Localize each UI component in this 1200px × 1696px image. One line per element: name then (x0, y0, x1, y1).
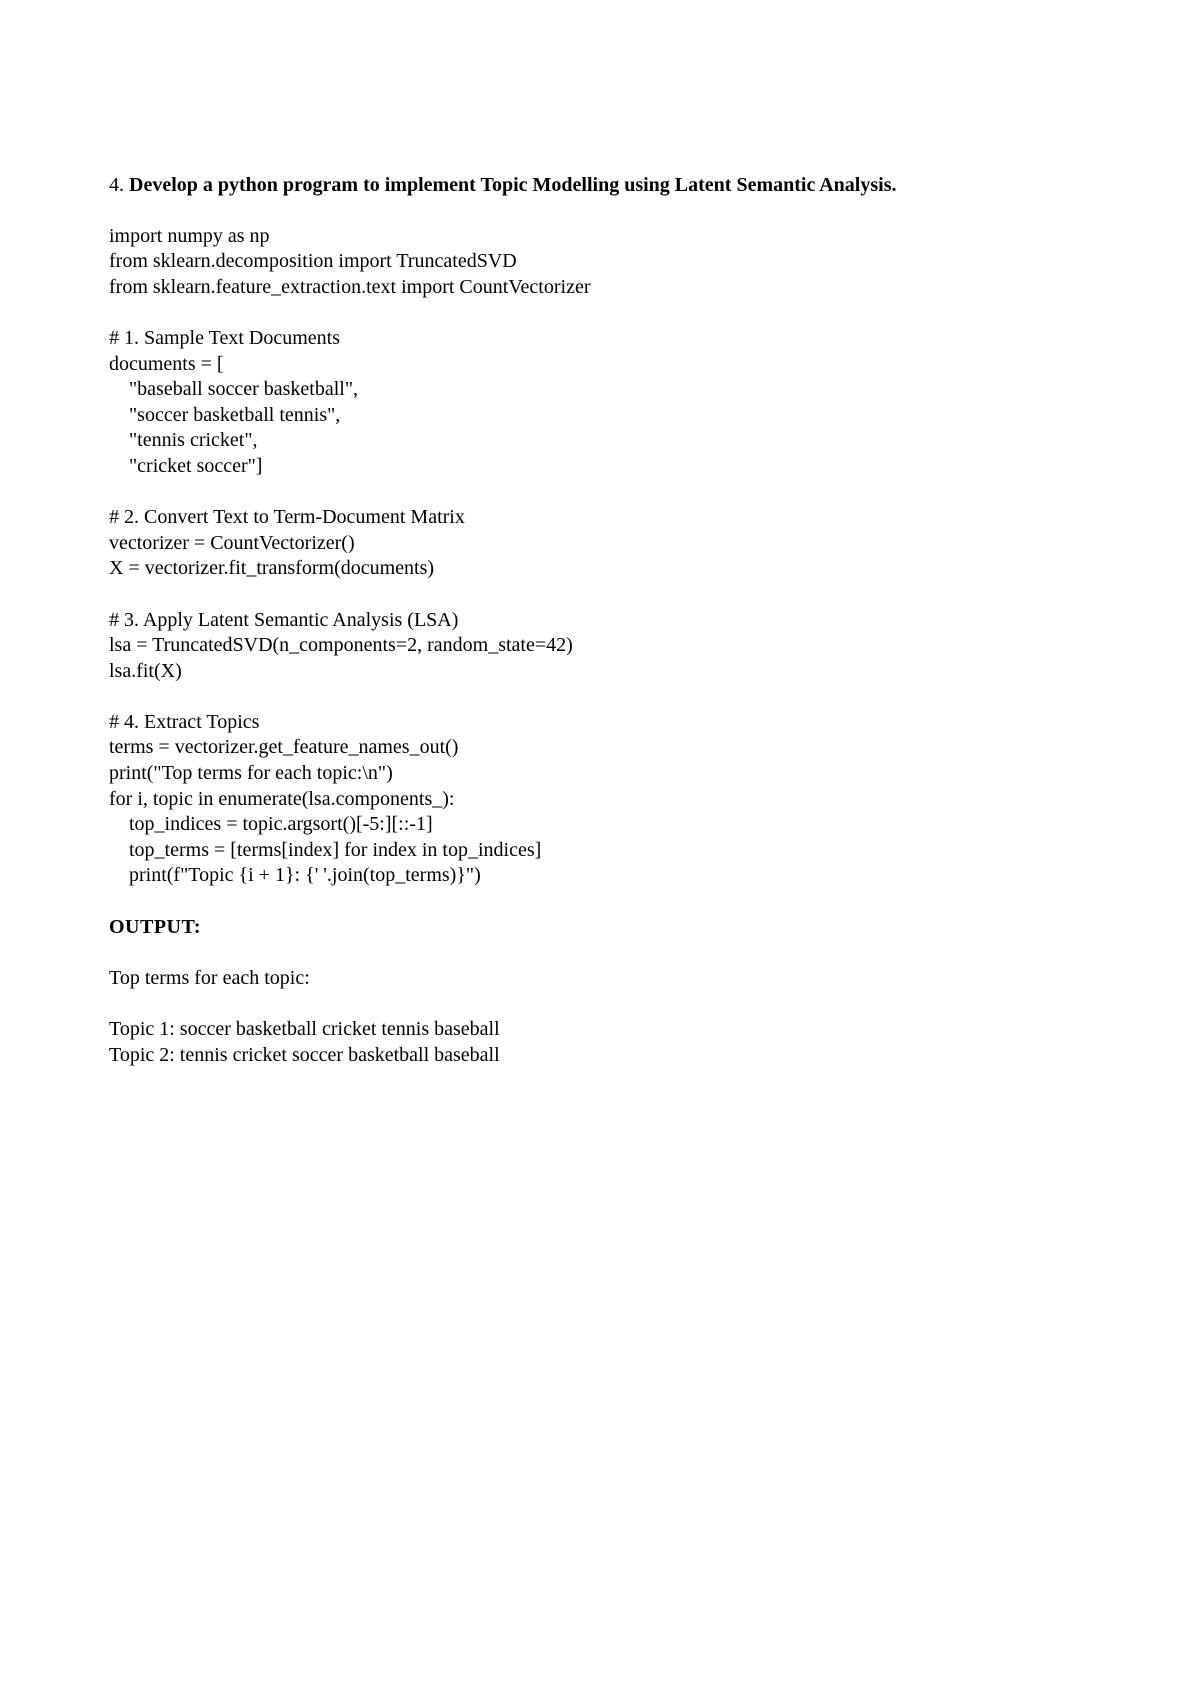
code-line: vectorizer = CountVectorizer() (109, 531, 355, 554)
code-line: from sklearn.feature_extraction.text import CountVectorizer (109, 275, 591, 298)
spacer (109, 684, 1109, 710)
code-line: "tennis cricket", (109, 429, 258, 452)
code-line: print(f"Topic {i + 1}: {' '.join(top_terms)}") (109, 864, 481, 887)
spacer (109, 480, 1109, 506)
code-line: top_indices = topic.argsort()[-5:][::-1] (109, 813, 433, 836)
question-heading (109, 172, 1109, 198)
code-line: from sklearn.decomposition import TruncatedSVD (109, 250, 517, 273)
code-line: # 2. Convert Text to Term-Document Matrix (109, 506, 465, 529)
spacer (109, 582, 1109, 608)
code-line: lsa.fit(X) (109, 659, 182, 682)
code-line: # 1. Sample Text Documents (109, 326, 340, 349)
spacer (109, 889, 1109, 915)
code-line: # 3. Apply Latent Semantic Analysis (LSA) (109, 608, 459, 631)
output-header: Top terms for each topic: (109, 966, 310, 989)
spacer (109, 198, 1109, 224)
code-line: X = vectorizer.fit_transform(documents) (109, 557, 435, 580)
question-title: Develop a python program to implement Topic Modelling using Latent Semantic Analysis. (129, 174, 897, 196)
document-page (109, 172, 1109, 1068)
code-line: for i, topic in enumerate(lsa.components_): (109, 787, 455, 810)
code-listing (109, 224, 1109, 889)
code-line: lsa = TruncatedSVD(n_components=2, random_state=42) (109, 634, 573, 657)
spacer (109, 991, 1109, 1017)
spacer (109, 940, 1109, 966)
spacer (109, 300, 1109, 326)
code-line: terms = vectorizer.get_feature_names_out() (109, 736, 459, 759)
question-number: 4. (109, 174, 124, 196)
code-line: "cricket soccer"] (109, 454, 263, 477)
output-label: OUTPUT: (109, 915, 202, 938)
output-topic-line: Topic 2: tennis cricket soccer basketball baseball (109, 1043, 500, 1066)
code-line: "baseball soccer basketball", (109, 378, 359, 401)
code-line: import numpy as np (109, 224, 270, 247)
code-line: documents = [ (109, 352, 224, 375)
code-line: top_terms = [terms[index] for index in top_indices] (109, 838, 542, 861)
code-line: "soccer basketball tennis", (109, 403, 341, 426)
output-topic-line: Topic 1: soccer basketball cricket tennis baseball (109, 1018, 500, 1040)
code-line: # 4. Extract Topics (109, 710, 260, 733)
code-line: print("Top terms for each topic:\n") (109, 762, 393, 785)
